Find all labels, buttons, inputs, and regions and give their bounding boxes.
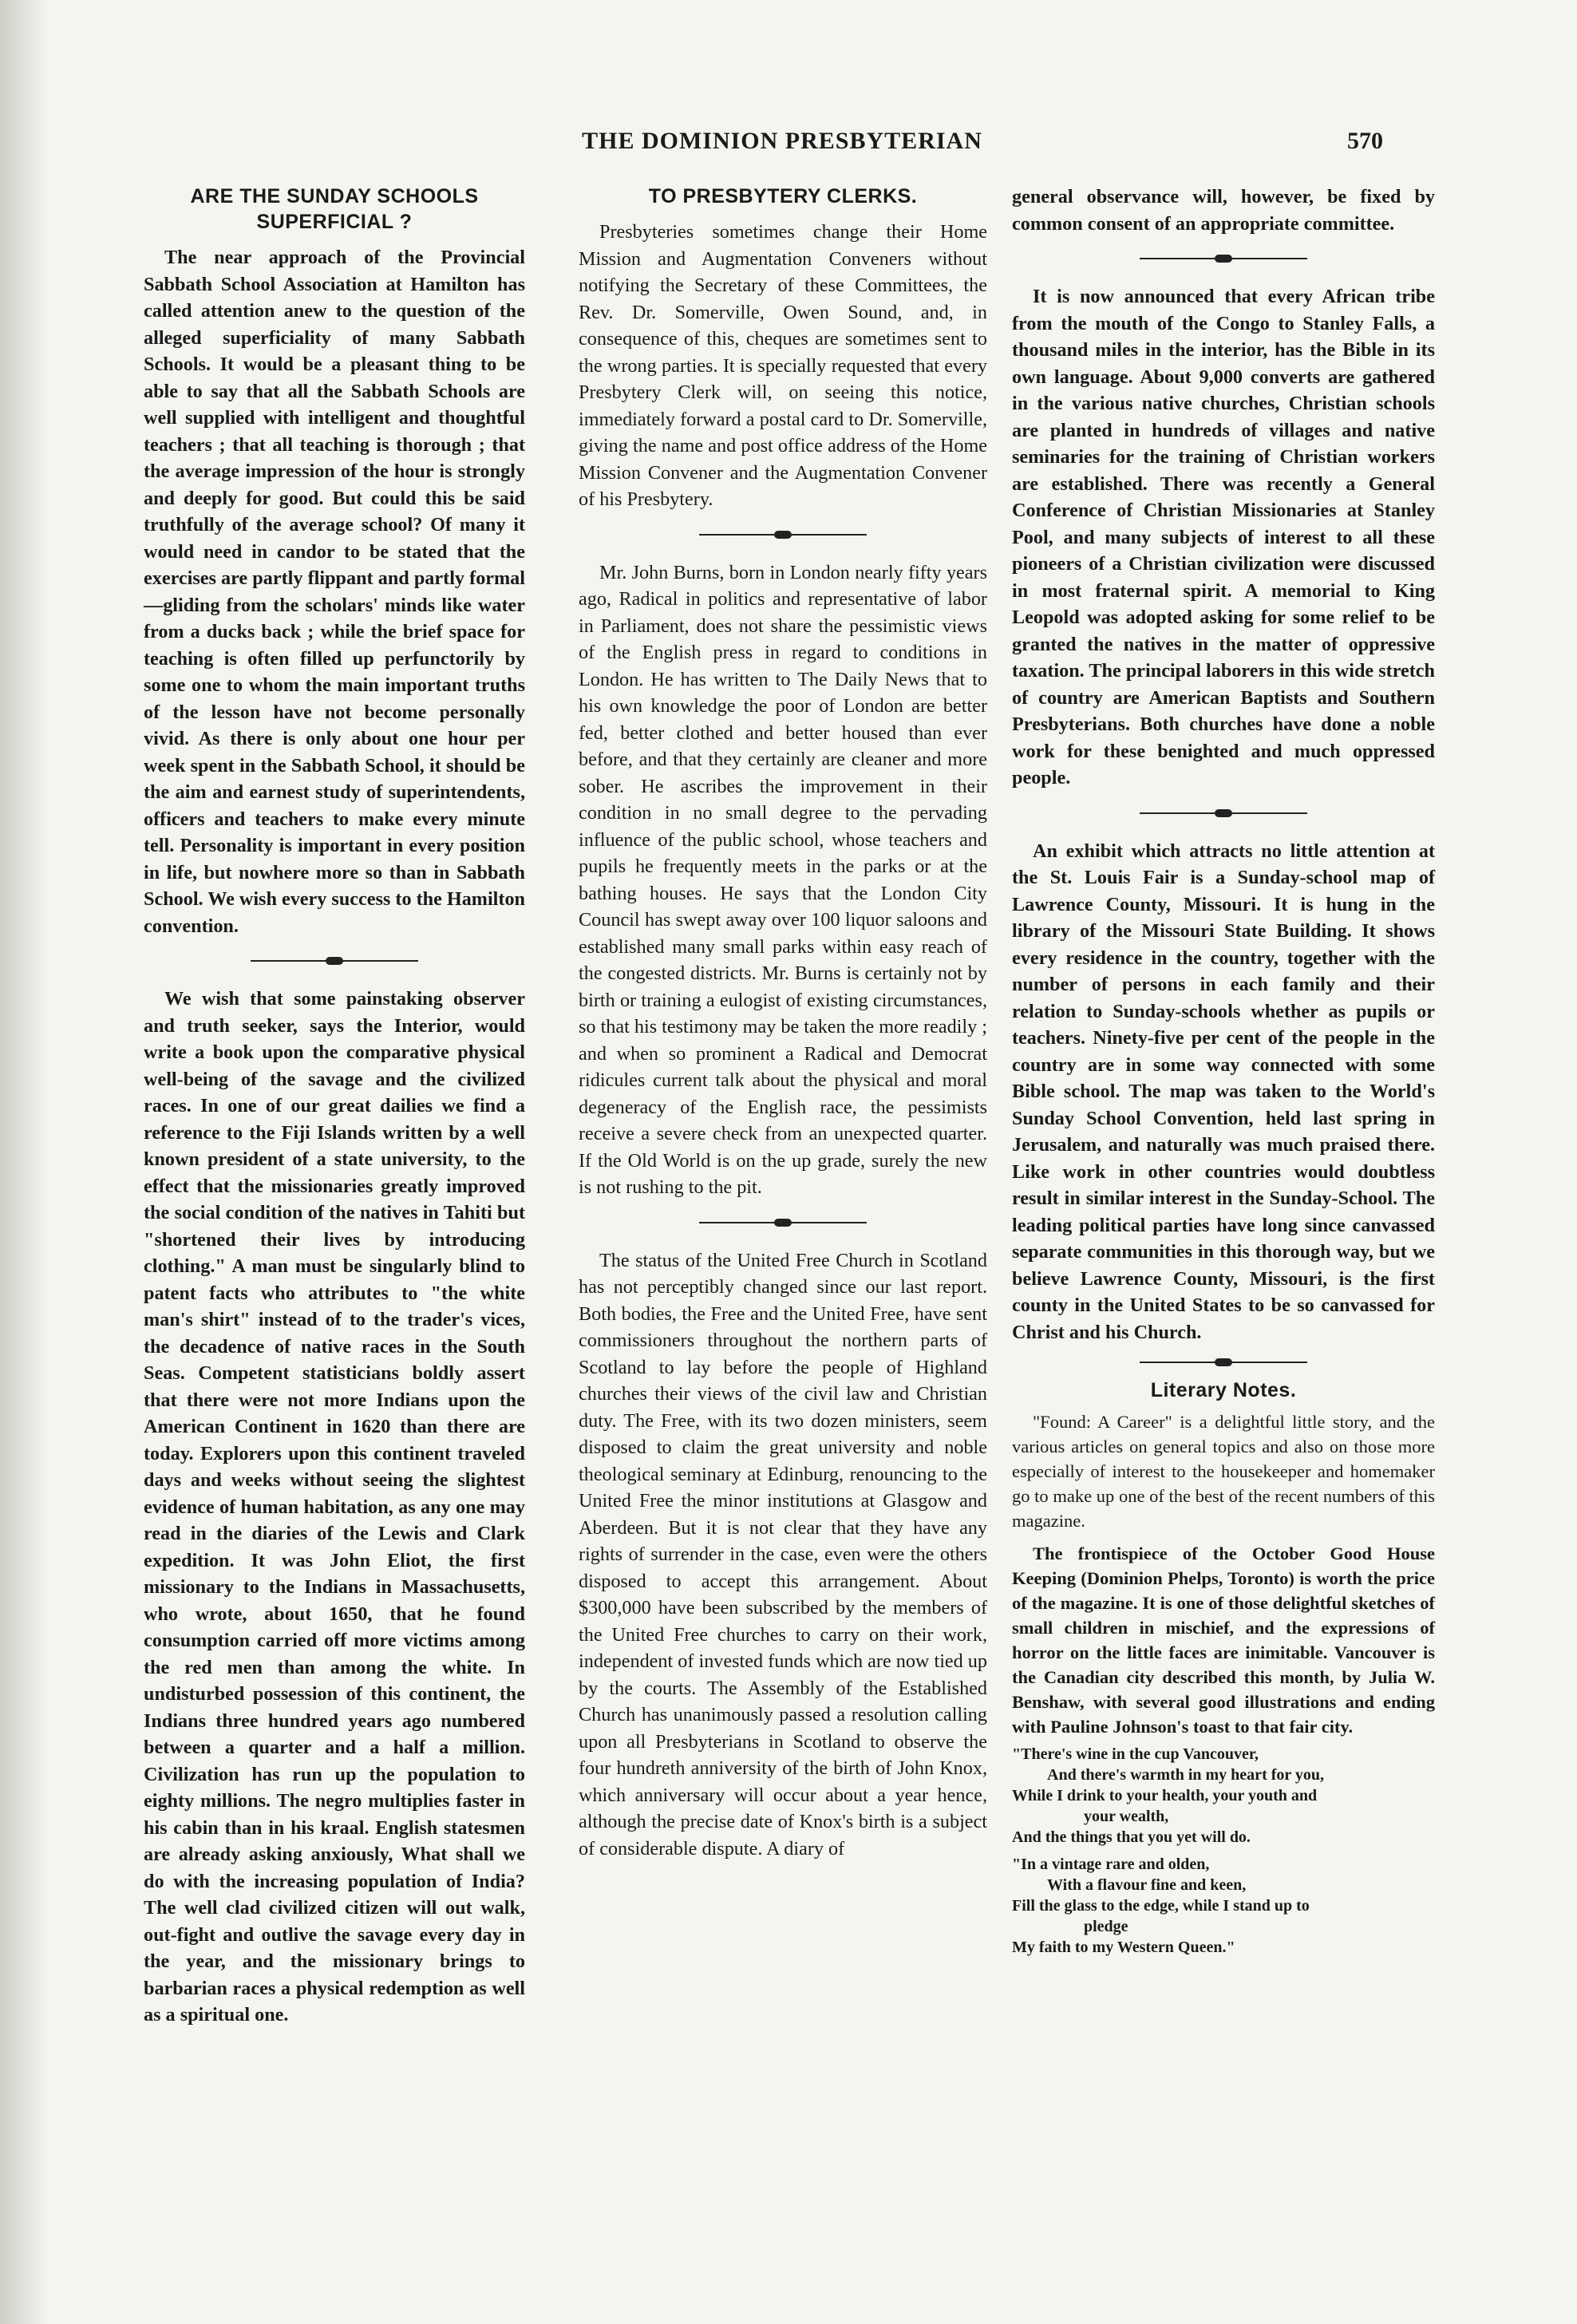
column-1: [144, 184, 525, 2029]
literary-note-good-house-keeping: The frontispiece of the October Good House Keeping (Dominion Phelps, Toronto) is worth the price of the magazine. It is one of those delightful sketches of small children in mischief, and the expressions of horror on the little faces are inimitable. Vancouver is the Canadian city described this month, by Julia W. Benshaw, with several good illustrations and ending with Pauline Johnson's toast to that fair city.: [1012, 1543, 1435, 1737]
poem-line: And the things that you yet will do.: [1012, 1828, 1251, 1846]
article-st-louis-fair-text: An exhibit which attracts no little attention at the St. Louis Fair is a Sunday-school map of Lawrence County, Missouri. It is hung in the library of the Missouri State Building. It shows every residence in the country, together with the number of persons in each family and their relation to Sunday-schools whether as pupils or teachers. Ninety-five per cent of the people in the country are in some way connected with some Bible school. The map was taken to the World's Sunday School Convention, held last spring in Jerusalem, and naturally was much praised there. Like work in other countries would doubtless result in similar interest in the Sunday-School. The leading political parties have long since canvassed separate communities in this thorough way, but we believe Lawrence County, Missouri, is the first county in the United States to be so canvassed for Christ and his Church.: [1012, 840, 1435, 1343]
poem-line: And there's warmth in my heart for you,: [1047, 1766, 1325, 1784]
article-presbytery-clerks-text: Presbyteries sometimes change their Home Mission and Augmentation Conveners without notifying the Secretary of these Committees, the Rev. Dr. Somerville, Owen Sound, and, in consequence of this, cheques are sometimes sent to the wrong parties. It is specially requested that every Presbytery Clerk will, on seeing this notice, immediately forward a postal card to Dr. Somerville, giving the name and post office address of the Home Mission Convener and the Augmentation Convener of his Presbytery.: [579, 221, 987, 510]
literary-note-found-a-career: "Found: A Career" is a delightful little story, and the various articles on general topics and also on those more especially of interest to the housekeeper and homemaker go to make up one of the best of the recent numbers of this magazine.: [1012, 1412, 1435, 1531]
article-heading-presbytery-clerks: TO PRESBYTERY CLERKS.: [648, 185, 918, 208]
ornamental-divider: [1140, 258, 1307, 259]
poem-line: "In a vintage rare and olden,: [1012, 1856, 1210, 1873]
literary-notes-heading: Literary Notes.: [1150, 1379, 1297, 1401]
poem-line: "There's wine in the cup Vancouver,: [1012, 1745, 1259, 1763]
poem-line: your wealth,: [1084, 1808, 1169, 1825]
column-2: [579, 184, 987, 1862]
column-3: [1012, 184, 1435, 1958]
ornamental-divider: [1140, 1362, 1307, 1363]
article-united-free-church-text: The status of the United Free Church in Scotland has not perceptibly changed since our last report. Both bodies, the Free and the United Free, have sent commissioners throughout the northern parts of Scotland to lay before the people of Highland churches their views of the civil law and Christian duty. The Free, with its two dozen ministers, seem disposed to claim the great university and noble theological seminary at Edinburg, renouncing to the United Free the minor institutions at Glasgow and Aberdeen. But it is not clear that they have any rights of surrender in the case, even were the others disposed to accept this arrangement. About $300,000 have been subscribed by the members of the United Free churches to carry on their work, independent of invested funds which are now tied up by the courts. The Assembly of the Established Church has unanimously passed a resolution calling upon all Presbyterians in Scotland to observe the four hundreth anniversity of the birth of John Knox, which anniversary will occur about a year hence, although the precise date of Knox's birth is a subject of considerable dispute. A diary of: [579, 1249, 987, 1860]
article-john-burns-text: Mr. John Burns, born in London nearly fifty years ago, Radical in politics and representative of labor in Parliament, does not share the pessimistic views of the English press in regard to conditions in London. He has written to The Daily News that to his own knowledge the poor of London are better fed, better clothed and better housed than ever before, and that they certainly are cleaner and more sober. He ascribes the improvement in their condition in no small degree to the pervading influence of the public school, whose teachers and pupils he frequently meets in the parks or at the bathing houses. He says that the London City Council has swept away over 100 liquor saloons and established many small parks within easy reach of the congested districts. Mr. Burns is certainly not by birth or training a eulogist of existing circumstances, so that his testimony may be taken the more readily ; and when so prominent a Radical and Democrat ridicules current talk about the physical and moral degeneracy of the English race, the pessimists receive a severe check from an unexpected quarter. If the Old World is on the up grade, surely the new is not rushing to the pit.: [579, 561, 987, 1198]
poem-line: While I drink to your health, your youth and: [1012, 1787, 1318, 1804]
poem-line: With a flavour fine and keen,: [1047, 1876, 1247, 1894]
article-heading-sunday-schools: ARE THE SUNDAY SCHOOLS SUPERFICIAL ?: [190, 185, 479, 233]
article-continuation-text: general observance will, however, be fixed by common consent of an appropriate committee.: [1012, 186, 1435, 235]
poem-line: Fill the glass to the edge, while I stand up to: [1012, 1897, 1310, 1915]
running-title: THE DOMINION PRESBYTERIAN: [582, 128, 982, 154]
article-savage-civilized-text: We wish that some painstaking observer and truth seeker, says the Interior, would write a book upon the comparative physical well-being of the savage and the civilized races. In one of our great dailies we find a reference to the Fiji Islands written by a well known president of a state university, to the effect that the missionaries greatly improved the social condition of the natives in Tahiti but "shortened their lives by introducing clothing." A man must be singularly blind to patent facts who attributes to "the white man's shirt" instead of to the trader's vices, the decadence of native races in the South Seas. Competent statisticians boldly assert that there were not more Indians upon the American Continent in 1620 than there are today. Explorers upon this continent traveled days and weeks without seeing the slightest evidence of human habitation, as any one may read in the diaries of the Lewis and Clark expedition. It was John Eliot, the first missionary to the Indians in Massachusetts, who wrote, about 1650, that he found consumption carried off more victims among the red men than among the white. In undisturbed possession of this continent, the Indians three hundred years ago numbered between a quarter and a half a million. Civilization has run up the population to eighty millions. The negro multiplies faster in his cabin than in his kraal. English statesmen are already asking anxiously, What shall we do with the increasing population of India? The well clad civilized citizen will out walk, out-fight and outlive the savage every day in the year, and the missionary brings to barbarian races a physical redemption as well as a spiritual one.: [144, 988, 525, 2026]
ornamental-divider: [699, 1222, 867, 1223]
article-african-tribes-text: It is now announced that every African tribe from the mouth of the Congo to Stanley Falls, a thousand miles in the interior, has the Bible in its own language. About 9,000 converts are gathered in the various native churches, Christian schools are planted in hundreds of villages and native seminaries for the training of Christian workers are established. There was recently a General Conference of Christian Missionaries at Stanley Pool, and many subjects of interest to all these pioneers of a Christian civilization were discussed in most fraternal spirit. A memorial to King Leopold was adopted asking for some relief to be granted the natives in the matter of oppressive taxation. The principal laborers in this wide stretch of country are American Baptists and Southern Presbyterians. Both churches have done a noble work for these benighted and much oppressed people.: [1012, 286, 1435, 788]
poem-line: pledge: [1084, 1918, 1128, 1935]
page-number: 570: [1347, 128, 1383, 154]
ornamental-divider: [1140, 812, 1307, 814]
poem-vancouver-toast: [1012, 1744, 1435, 1958]
ornamental-divider: [699, 534, 867, 536]
ornamental-divider: [251, 960, 418, 962]
poem-line: My faith to my Western Queen.": [1012, 1939, 1235, 1956]
article-sunday-schools-text: The near approach of the Provincial Sabbath School Association at Hamilton has called attention anew to the question of the alleged superficiality of many Sabbath Schools. It would be a pleasant thing to be able to say that all the Sabbath Schools are well supplied with intelligent and thoughtful teachers ; that all teaching is thorough ; that the average impression of the hour is strongly and deeply for good. But could this be said truthfully of the average school? Of many it would need in candor to be stated that the exercises are partly flippant and partly formal—gliding from the scholars' minds like water from a ducks back ; while the brief space for teaching is often filled up perfunctorily by some one to whom the main important truths of the lesson have not become personally vivid. As there is only about one hour per week spent in the Sabbath School, it should be the aim and earnest study of superintendents, officers and teachers to make every minute tell. Personality is important in every position in life, but nowhere more so than in Sabbath School. We wish every success to the Hamilton convention.: [144, 247, 525, 937]
page-edge-shadow: [0, 0, 48, 2324]
